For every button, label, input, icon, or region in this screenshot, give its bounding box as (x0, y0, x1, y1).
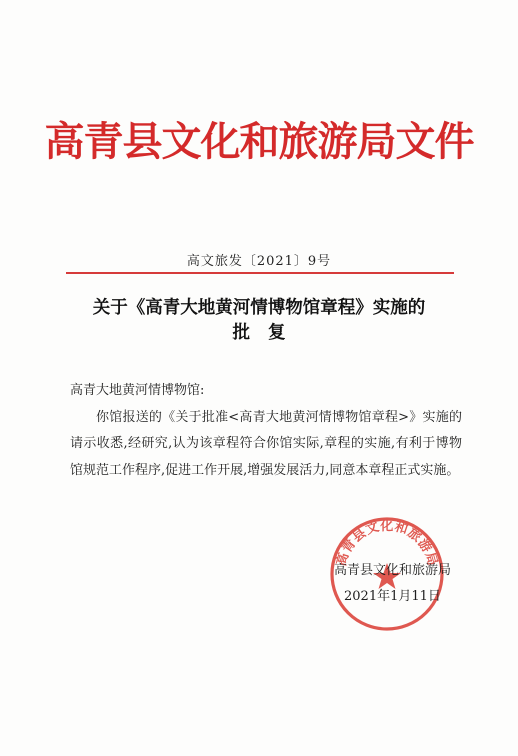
document-number: 高文旅发〔2021〕9号 (186, 254, 332, 269)
document-header-title: 高青县文化和旅游局文件 (44, 118, 474, 165)
addressee: 高青大地黄河情博物馆: (70, 383, 205, 398)
title-line-2: 批复 (232, 323, 304, 343)
title-line-1: 关于《高青大地黄河情博物馆章程》实施的 (92, 298, 426, 318)
header-divider-rule (66, 272, 454, 274)
signoff-organization: 高青县文化和旅游局 (334, 563, 452, 578)
svg-text:高青县文化和旅游局: 高青县文化和旅游局 (334, 518, 440, 568)
document-title (0, 296, 518, 346)
signoff-date: 2021年1月11日 (344, 589, 441, 604)
document-body (70, 378, 462, 484)
signoff-block (320, 558, 470, 610)
body-paragraph: 你馆报送的《关于批准<高青大地黄河情博物馆章程>》实施的请示收悉,经研究,认为该章程符合你馆实际,章程的实施,有利于博物馆规范工作程序,促进工作开展,增强发展活力,同意本章程正式实施。 (70, 409, 462, 478)
